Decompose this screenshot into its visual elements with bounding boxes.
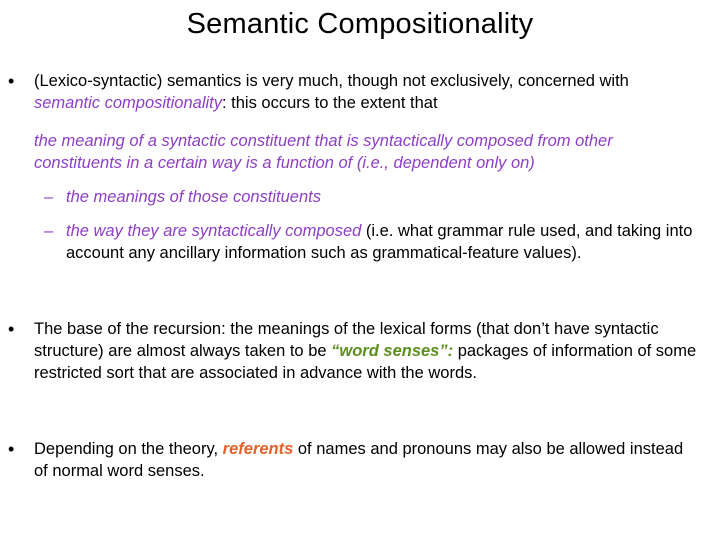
bullet-2-text-a: The base of the recursion: the meanings of the lexical forms (that don’t have syntactic structure) are almost always taken to be [34,320,659,360]
sub-item-2-emph: the way they are syntactically composed [66,222,362,240]
dash-marker: – [44,222,54,240]
dash-marker: – [44,188,54,206]
bullet-3-text-a: Depending on the theory, [34,440,223,458]
bullet-1-text-a: (Lexico-syntactic) semantics is very much, though not exclusively, concerned with [34,72,629,90]
sub-item-1-text: the meanings of those constituents [66,188,321,206]
bullet-2-text [34,318,698,384]
bullet-1-text-b: : this occurs to the extent that [222,94,438,112]
bullet-2-emph: “word senses”: [331,342,454,360]
bullet-marker: • [8,71,15,91]
sub-item-1 [44,186,694,208]
bullet-3-text-b: of names and pronouns may also be allowed instead of normal word senses. [34,440,684,480]
bullet-3 [8,438,698,482]
bullet-1-text [34,70,698,114]
bullet-3-emph: referents [222,440,294,458]
slide-title: Semantic Compositionality [186,8,534,40]
bullet-2 [8,318,698,384]
bullet-marker: • [8,439,15,459]
bullet-1-emph: semantic compositionality [34,94,222,112]
sub-item-2 [44,220,694,264]
definition-text: the meaning of a syntactic constituent that is syntactically composed from other constituents in a certain way is a function of (i.e., dependent only on) [34,132,613,172]
bullet-1 [8,70,698,114]
sub-item-2-text [66,220,694,264]
sub-item-2-rest: (i.e. what grammar rule used, and taking into account any ancillary information such as grammatical-feature values). [66,222,693,262]
bullet-3-text [34,438,698,482]
bullet-2-text-b: packages of information of some restricted sort that are associated in advance with the words. [34,342,697,382]
bullet-marker: • [8,319,15,339]
